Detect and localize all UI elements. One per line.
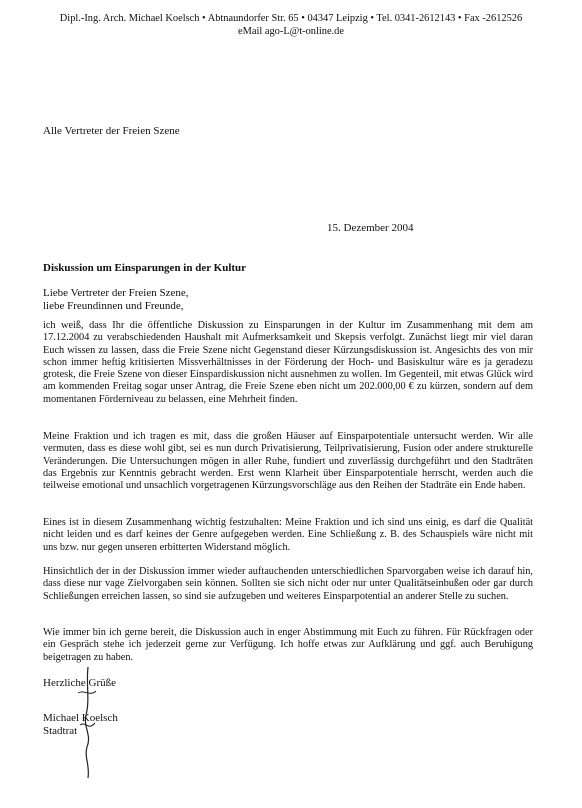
sender-block xyxy=(43,712,118,738)
body-paragraph: Meine Fraktion und ich tragen es mit, dass die großen Häuser auf Einsparpotentiale untersucht werden. Wir alle vermuten, dass es diese wohl gibt, sei es nun durch Privatisierung, Teilprivatisierung, Fusion oder andere strukturelle Veränderungen. Die Untersuchungen mögen in aller Ruhe, fundiert und zuverlässig durchgeführt und den Stadträten das Ergebnis zur Kenntnis gebracht werden. Erst wenn Klarheit über Einsparpotentiale herrscht, werden auch die teilweise emotional und unsachlich vorgetragenen Kürzungsvorschläge aus den Reihen der Stadträte ein Ende haben. xyxy=(43,431,533,492)
recipient: Alle Vertreter der Freien Szene xyxy=(43,125,180,137)
letter-date: 15. Dezember 2004 xyxy=(327,222,414,234)
body-paragraph: ich weiß, dass Ihr die öffentliche Diskussion zu Einsparungen in der Kultur im Zusammenhang mit dem am 17.12.2004 zu verabschiedenden Haushalt mit Aufmerksamkeit und Skepsis verfolgt. Zunächst liegt mir viel daran Euch wissen zu lassen, dass die Freie Szene nicht Gegenstand dieser Kürzungsdiskussion ist. Angesichts des von mir schon immer heftig kritisierten Missverhältnisses in der Förderung der Hoch- und Basiskultur wäre es ja geradezu grotesk, die Freie Szene von dieser Einspardiskussion nicht ausnehmen zu wollen. Im Gegenteil, mit etwas Glück wird am kommenden Freitag sogar unser Antrag, die Freie Szene eben nicht um 202.000,00 € zu kürzen, sondern auf dem momentanen Förderniveau zu belassen, eine Mehrheit finden. xyxy=(43,320,533,405)
body-paragraph: Wie immer bin ich gerne bereit, die Diskussion auch in enger Abstimmung mit Euch zu führen. Für Rückfragen oder ein Gespräch stehe ich jederzeit gerne zur Verfügung. Ich hoffe etwas zur Aufklärung und ggf. auch Beruhigung beigetragen zu haben. xyxy=(43,627,533,663)
letterhead-email: eMail ago-L@t-online.de xyxy=(238,26,344,37)
salutation-line-2: liebe Freundinnen und Freunde, xyxy=(43,299,184,312)
body-paragraph: Eines ist in diesem Zusammenhang wichtig festzuhalten: Meine Fraktion und ich sind uns einig, es darf die Qualität nicht leiden und es darf keines der Genre aufgegeben werden. Eine Schließung z. B. des Schauspiels wäre nicht mit uns bzw. nur gegen unseren erbitterten Widerstand möglich. xyxy=(43,517,533,553)
closing: Herzliche Grüße xyxy=(43,677,116,689)
body-paragraph: Hinsichtlich der in der Diskussion immer wieder auftauchenden unterschiedlichen Sparvorgaben weise ich darauf hin, dass diese nur vage Zielvorgaben sein können. Sollten sie sich nicht oder nur unter Qualitätseinbußen oder gar durch Schließungen erreichen lassen, so sind sie aufzugeben und weiteres Einsparpotential an anderer Stelle zu suchen. xyxy=(43,566,533,602)
subject-line: Diskussion um Einsparungen in der Kultur xyxy=(43,262,247,274)
salutation xyxy=(43,287,188,312)
letterhead xyxy=(0,12,582,38)
sender-name: Michael Koelsch xyxy=(43,712,118,724)
salutation-line-1: Liebe Vertreter der Freien Szene, xyxy=(43,287,189,299)
sender-title: Stadtrat xyxy=(43,725,78,737)
letterhead-address: Dipl.-Ing. Arch. Michael Koelsch • Abtnaundorfer Str. 65 • 04347 Leipzig • Tel. 0341-2612143 • Fax -2612526 xyxy=(59,13,523,24)
